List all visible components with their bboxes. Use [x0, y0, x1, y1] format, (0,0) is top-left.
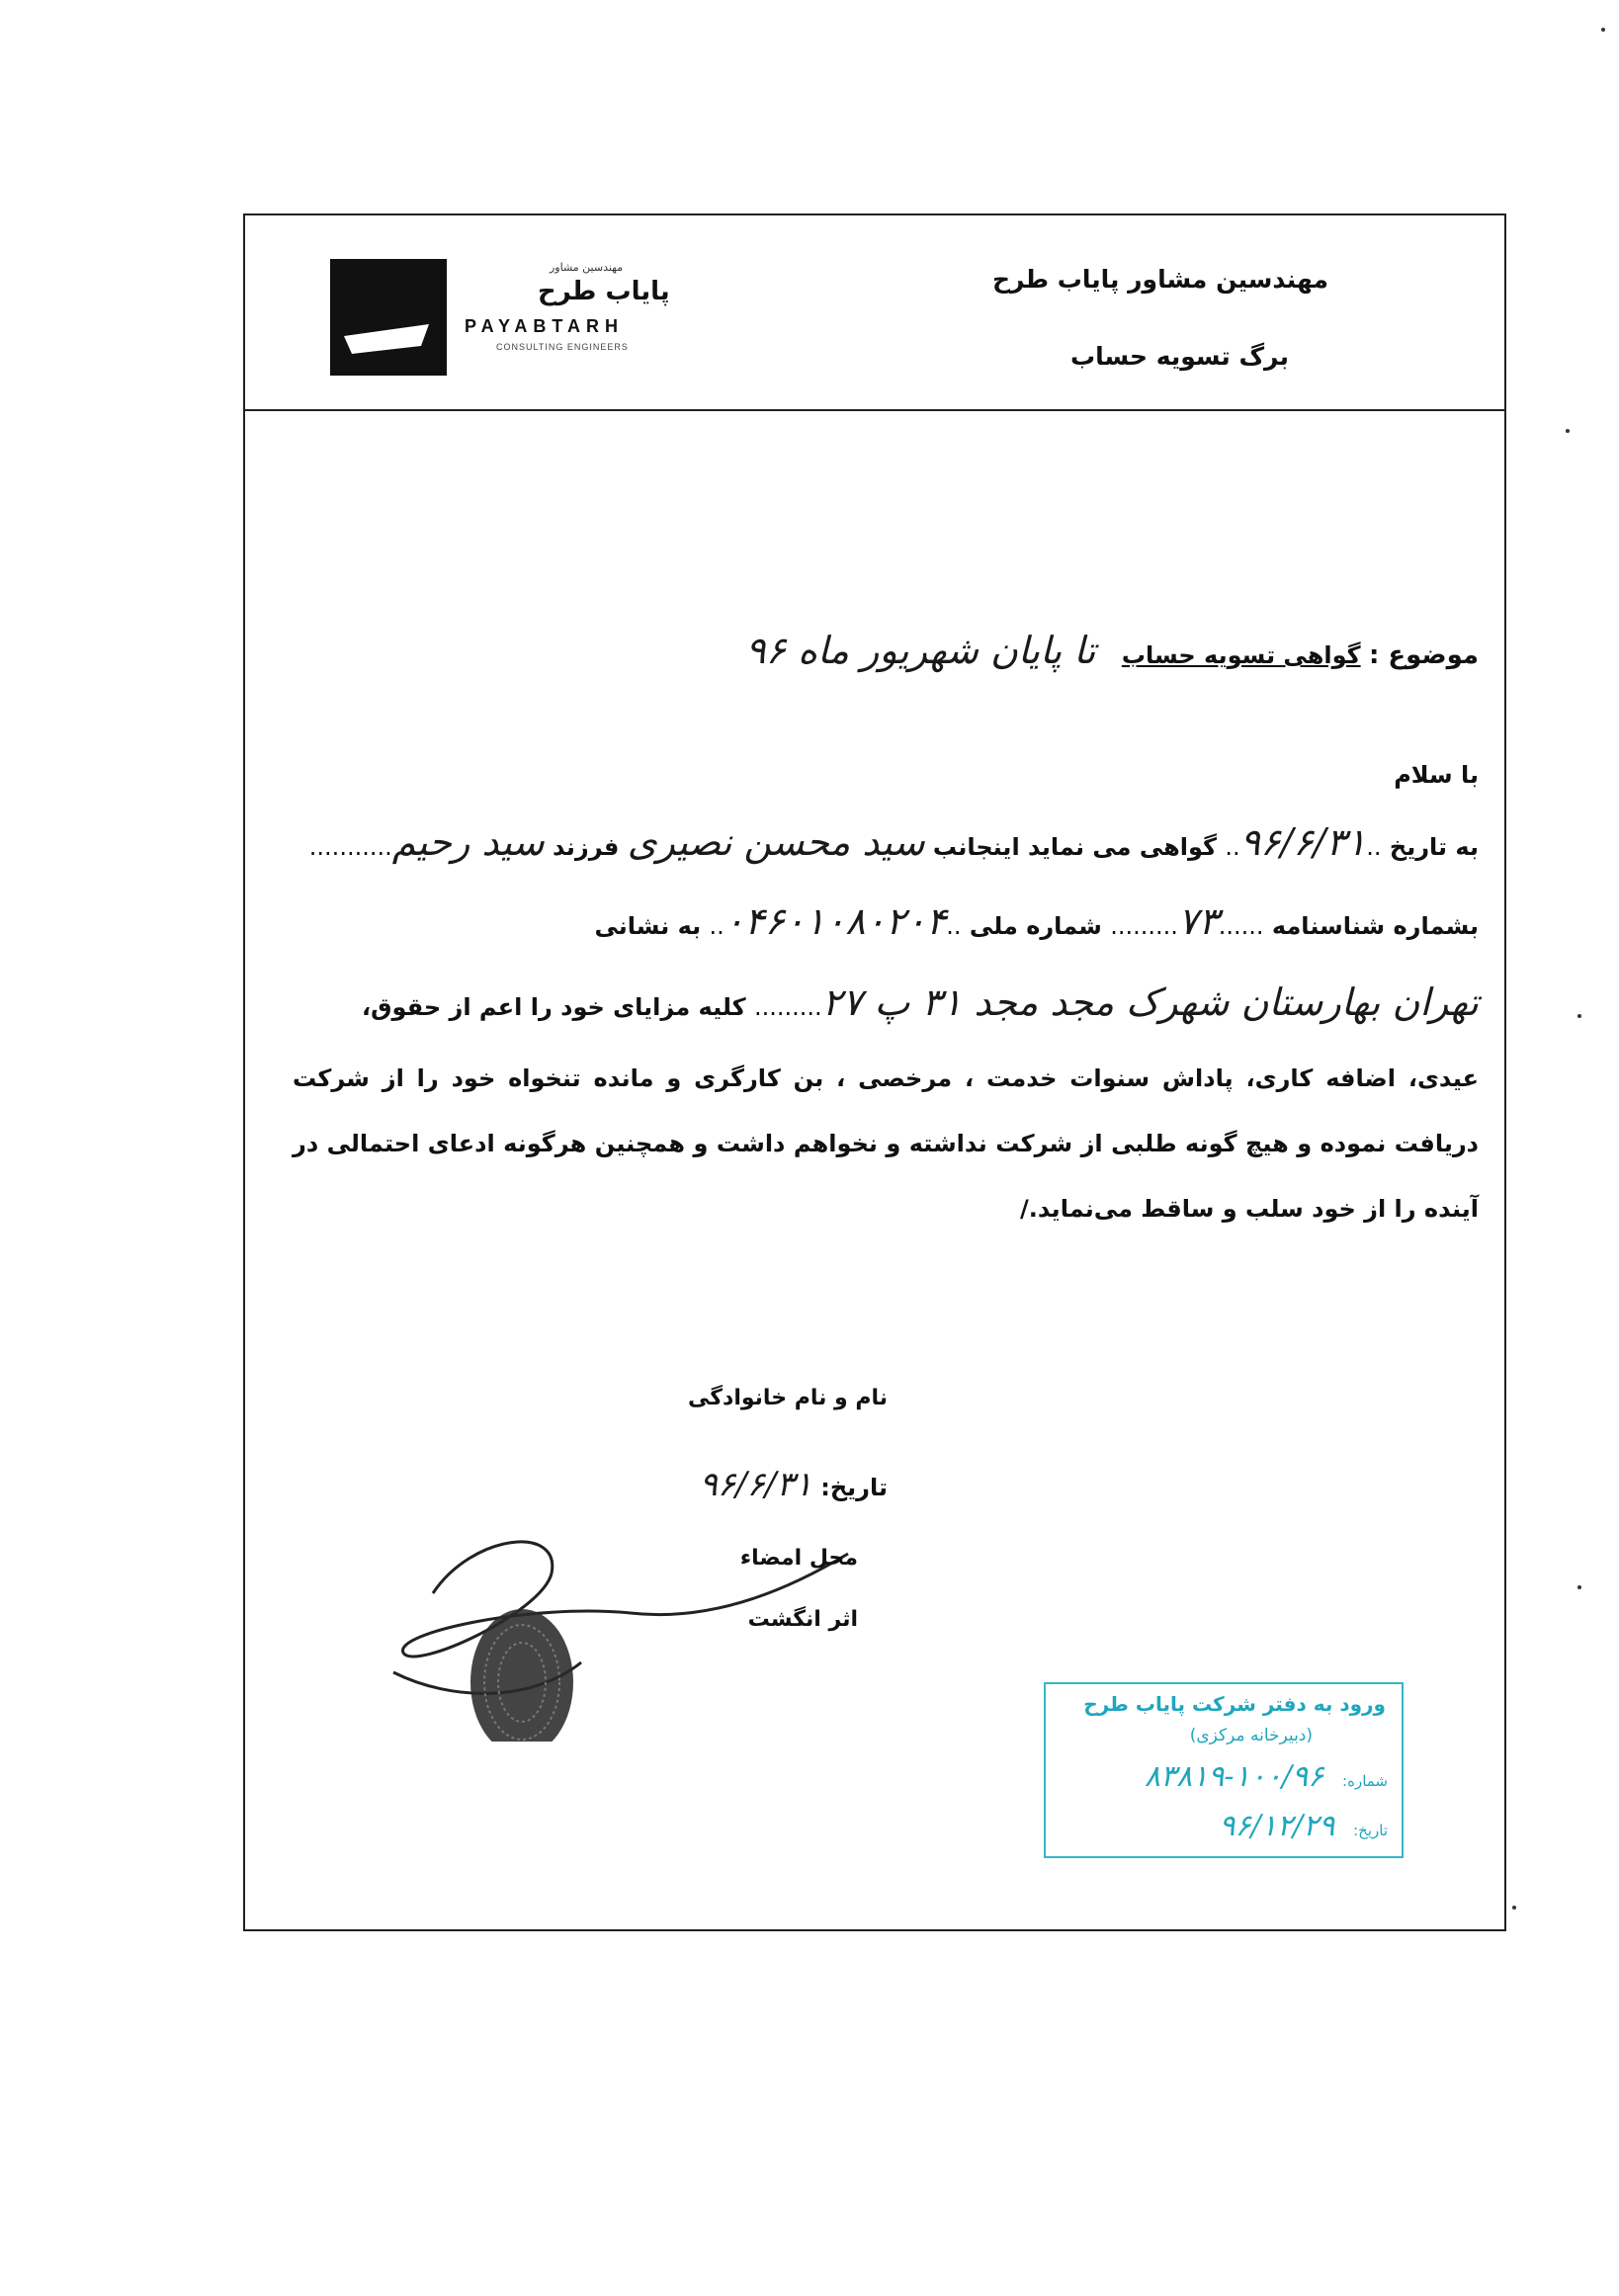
- employee-name: سید محسن نصیری: [627, 820, 925, 864]
- logo-small-text: مهندسین مشاور: [550, 261, 624, 274]
- form-title: برگ تسویه حساب: [1070, 342, 1289, 371]
- stamp-number-label: شماره:: [1342, 1772, 1388, 1790]
- greeting: با سلام: [1394, 761, 1479, 789]
- subject-handwritten: تا پایان شهریور ماه ۹۶: [745, 629, 1096, 672]
- fingerprint-label: اثر انگشت: [747, 1607, 858, 1632]
- national-id-label: شماره ملی: [969, 912, 1102, 940]
- signature-date: [700, 1465, 888, 1504]
- id-number: ۷۳: [1177, 899, 1219, 943]
- stamp-date-label: تاریخ:: [1353, 1822, 1388, 1839]
- line1-mid: گواهی می نماید اینجانب: [932, 833, 1218, 861]
- full-name-label: نام و نام خانوادگی: [688, 1386, 888, 1410]
- logo-mark-icon: [330, 259, 447, 376]
- line1-prefix: به تاریخ: [1389, 833, 1479, 861]
- received-stamp: [1044, 1682, 1404, 1858]
- national-id: ۰۴۶۰۱۰۸۰۲۰۴: [724, 899, 947, 943]
- scan-speck: [1512, 1906, 1516, 1910]
- line1-date: ۹۶/۶/۳۱: [1239, 820, 1367, 864]
- subject-value: گواهی تسویه حساب: [1121, 641, 1361, 669]
- subject-label: موضوع :: [1368, 640, 1479, 670]
- company-logo: [330, 259, 696, 397]
- address: تهران بهارستان شهرک مجد مجد ۳۱ پ ۲۷: [821, 980, 1479, 1024]
- line-ids: بشماره شناسنامه ......۷۳......... شماره ملی ..۰۴۶۰۱۰۸۰۲۰۴.. به نشانی: [594, 899, 1479, 943]
- company-name: مهندسین مشاور پایاب طرح: [991, 265, 1328, 294]
- stamp-number-row: [1145, 1759, 1388, 1794]
- line1-child-label: فرزند: [553, 833, 620, 861]
- signature-place-label: محل امضاء: [739, 1546, 858, 1571]
- line2-suffix: به نشانی: [594, 912, 702, 940]
- line-address: تهران بهارستان شهرک مجد مجد ۳۱ پ ۲۷......... کلیه مزایای خود را اعم از حقوق،: [361, 980, 1479, 1024]
- stamp-number-value: ۱۰۰/۹۶-۸۳۸۱۹: [1144, 1759, 1324, 1794]
- scan-speck: [1566, 429, 1570, 433]
- subject-line: [745, 629, 1479, 672]
- logo-name-en: PAYABTARH: [465, 316, 625, 336]
- scan-speck: [1577, 1585, 1581, 1589]
- document-frame: [243, 213, 1506, 1931]
- logo-subtitle-en: CONSULTING ENGINEERS: [496, 342, 629, 352]
- line-date-name: به تاریخ ..۹۶/۶/۳۱.. گواهی می نماید اینجانب سید محسن نصیری فرزند سید رحیم...........: [308, 820, 1479, 864]
- signature-date-value: ۹۶/۶/۳۱: [699, 1465, 812, 1504]
- line2-prefix: بشماره شناسنامه: [1271, 912, 1479, 940]
- letterhead: [245, 215, 1504, 411]
- scan-speck: [1601, 28, 1605, 32]
- stamp-subtitle: (دبیرخانه مرکزی): [1189, 1726, 1313, 1745]
- signature-block: [334, 1386, 888, 1722]
- scan-speck: [1577, 1014, 1581, 1018]
- stamp-date-row: [1219, 1809, 1388, 1843]
- stamp-title: ورود به دفتر شرکت پایاب طرح: [1083, 1692, 1386, 1716]
- father-name: سید رحیم: [391, 820, 545, 864]
- line3-suffix: کلیه مزایای خود را اعم از حقوق،: [361, 993, 746, 1021]
- signature-date-label: تاریخ:: [820, 1474, 888, 1501]
- body-paragraph: عیدی، اضافه کاری، پاداش سنوات خدمت ، مرخصی ، بن کارگری و مانده تنخواه خود را از شرکت دریافت نموده و هیچ گونه طلبی از شرکت نداشته و نخواهم داشت و همچنین هرگونه ادعای احتمالی در آینده را از خود سلب و ساقط می‌نماید./: [293, 1064, 1479, 1223]
- stamp-date-value: ۹۶/۱۲/۲۹: [1219, 1809, 1335, 1843]
- logo-name-fa: پایاب طرح: [538, 277, 670, 306]
